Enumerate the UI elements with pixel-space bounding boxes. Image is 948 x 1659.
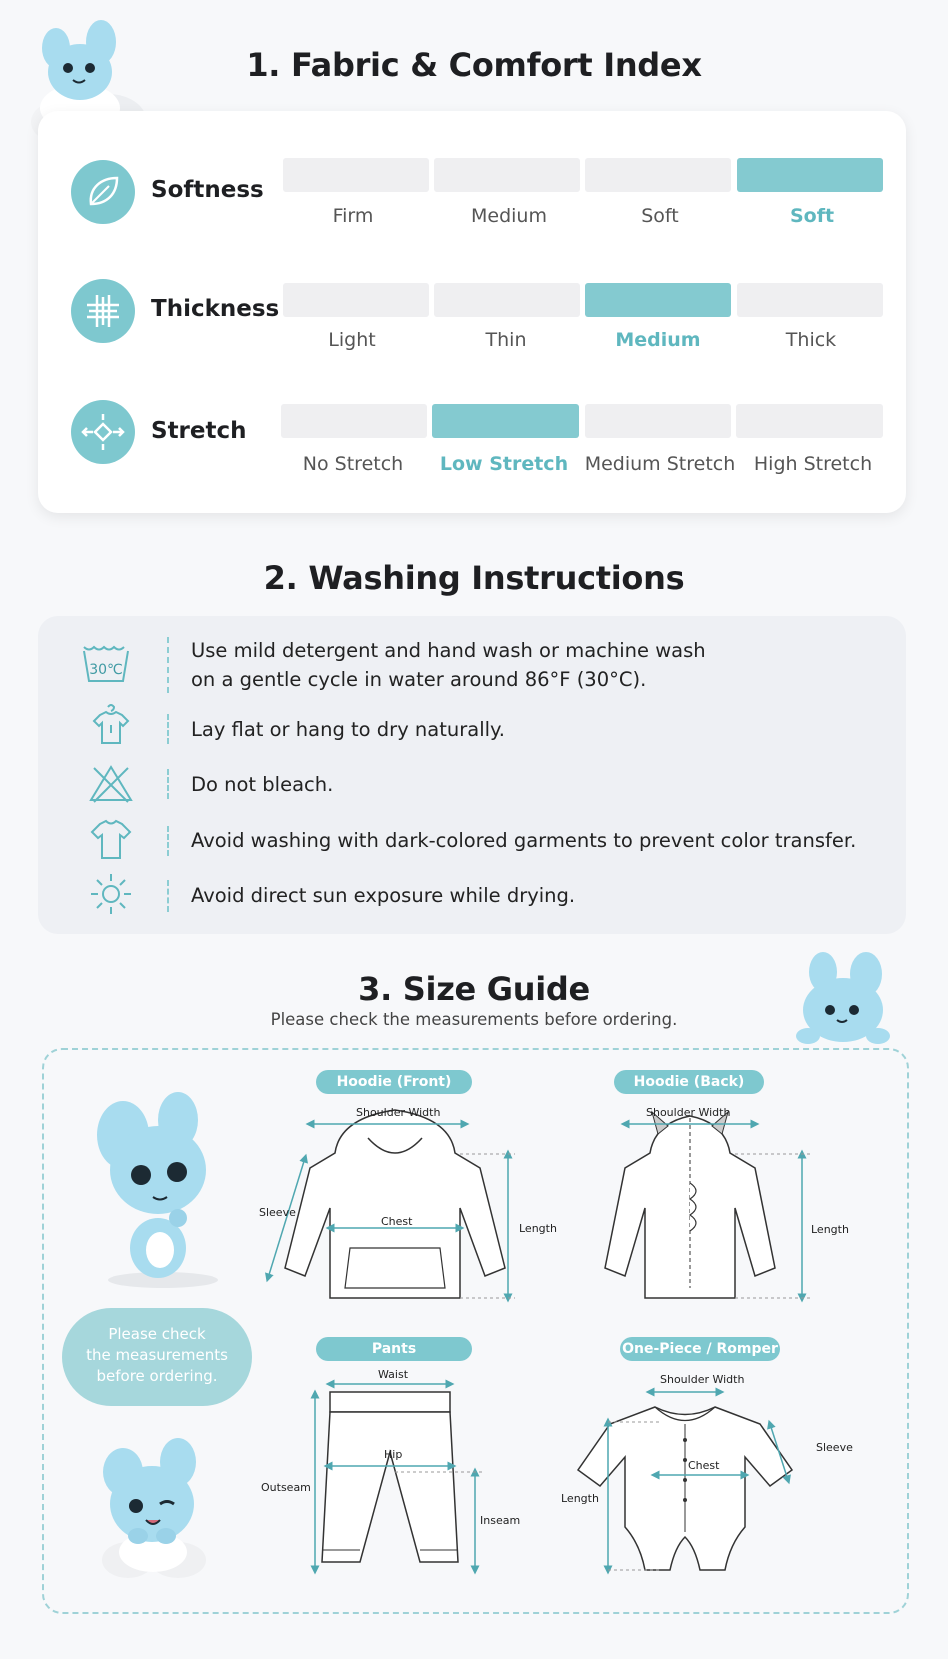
hoodie-front-title: Hoodie (Front) xyxy=(316,1070,472,1094)
softness-option-selected: Soft xyxy=(789,205,835,227)
stretch-arrows-icon xyxy=(71,400,135,464)
pants-outseam-label: Outseam xyxy=(261,1481,311,1494)
wash-instruction-text: Avoid washing with dark-colored garments to prevent color transfer. xyxy=(191,829,857,852)
romper-chest-label: Chest xyxy=(688,1459,720,1472)
wash-instruction-line: on a gentle cycle in water around 86°F (30°C). xyxy=(191,668,647,691)
leaf-icon xyxy=(71,160,135,224)
wash-tub-30c-icon xyxy=(81,641,131,685)
fabric-section-title: 1. Fabric & Comfort Index xyxy=(246,46,702,84)
wash-separator xyxy=(167,880,169,912)
romper-title: One-Piece / Romper xyxy=(620,1337,780,1361)
stretch-label: Stretch xyxy=(151,418,247,444)
wash-instruction-text: Avoid direct sun exposure while drying. xyxy=(191,884,576,907)
size-guide-title: 3. Size Guide xyxy=(358,970,590,1008)
pants-waist-label: Waist xyxy=(378,1368,409,1381)
wash-instruction-line: Use mild detergent and hand wash or machine wash xyxy=(191,639,706,662)
size-guide-subtitle: Please check the measurements before ordering. xyxy=(270,1010,678,1029)
wash-separator xyxy=(167,714,169,744)
stretch-option: High Stretch xyxy=(753,453,873,475)
stretch-option: Medium Stretch xyxy=(584,453,736,475)
softness-level-soft xyxy=(585,158,731,192)
softness-level-firm xyxy=(283,158,429,192)
bubble-line: before ordering. xyxy=(96,1367,218,1385)
romper-length-label: Length xyxy=(561,1492,599,1505)
hoodie-front-sleeve-label: Sleeve xyxy=(259,1206,296,1219)
stretch-level-none xyxy=(281,404,427,438)
pants-diagram xyxy=(250,1362,550,1590)
thickness-option-selected: Medium xyxy=(615,329,701,351)
hoodie-back-diagram xyxy=(590,1098,860,1314)
hoodie-front-length-label: Length xyxy=(519,1222,557,1235)
wash-separator xyxy=(167,769,169,799)
stretch-level-medium xyxy=(585,404,731,438)
thickness-level-light xyxy=(283,283,429,317)
softness-option: Soft xyxy=(641,205,679,227)
thickness-level-selected xyxy=(585,283,731,317)
thickness-option: Thin xyxy=(485,329,527,351)
thickness-level-thin xyxy=(434,283,580,317)
pants-title: Pants xyxy=(316,1337,472,1361)
shirt-icon xyxy=(86,818,136,862)
hang-dry-shirt-icon xyxy=(86,703,136,747)
softness-option: Medium xyxy=(471,205,547,227)
thickness-option: Thick xyxy=(785,329,837,351)
wash-separator xyxy=(167,826,169,856)
pants-inseam-label: Inseam xyxy=(480,1514,521,1527)
romper-sleeve-label: Sleeve xyxy=(816,1441,853,1454)
softness-option: Firm xyxy=(332,205,374,227)
no-bleach-icon xyxy=(86,762,136,806)
wash-instruction-text xyxy=(191,636,871,694)
stretch-option: No Stretch xyxy=(302,453,404,475)
stretch-level-high xyxy=(736,404,883,438)
softness-label: Softness xyxy=(151,177,264,203)
sun-icon xyxy=(86,872,136,916)
pants-hip-label: Hip xyxy=(384,1448,403,1461)
bubble-line: Please check xyxy=(108,1325,206,1343)
wash-temp-label: 30℃ xyxy=(89,662,123,678)
romper-diagram xyxy=(560,1362,860,1590)
hoodie-back-shoulder-label: Shoulder Width xyxy=(646,1106,731,1119)
hoodie-front-diagram xyxy=(250,1098,570,1314)
hoodie-front-chest-label: Chest xyxy=(381,1215,413,1228)
thickness-option: Light xyxy=(328,329,376,351)
wash-instruction-text: Lay flat or hang to dry naturally. xyxy=(191,718,505,741)
washing-section-title: 2. Washing Instructions xyxy=(263,559,685,597)
stretch-level-selected xyxy=(432,404,579,438)
reminder-speech-bubble xyxy=(62,1308,252,1406)
hoodie-back-title: Hoodie (Back) xyxy=(614,1070,764,1094)
hoodie-front-shoulder-label: Shoulder Width xyxy=(356,1106,441,1119)
softness-level-selected xyxy=(737,158,883,192)
thickness-level-thick xyxy=(737,283,883,317)
thickness-label: Thickness xyxy=(151,296,280,322)
hoodie-back-length-label: Length xyxy=(811,1223,849,1236)
bubble-line: the measurements xyxy=(86,1346,228,1364)
romper-shoulder-label: Shoulder Width xyxy=(660,1373,745,1386)
fabric-weave-icon xyxy=(71,279,135,343)
wash-separator xyxy=(167,637,169,693)
wash-instruction-text: Do not bleach. xyxy=(191,773,334,796)
stretch-option-selected: Low Stretch xyxy=(439,453,569,475)
softness-level-medium xyxy=(434,158,580,192)
